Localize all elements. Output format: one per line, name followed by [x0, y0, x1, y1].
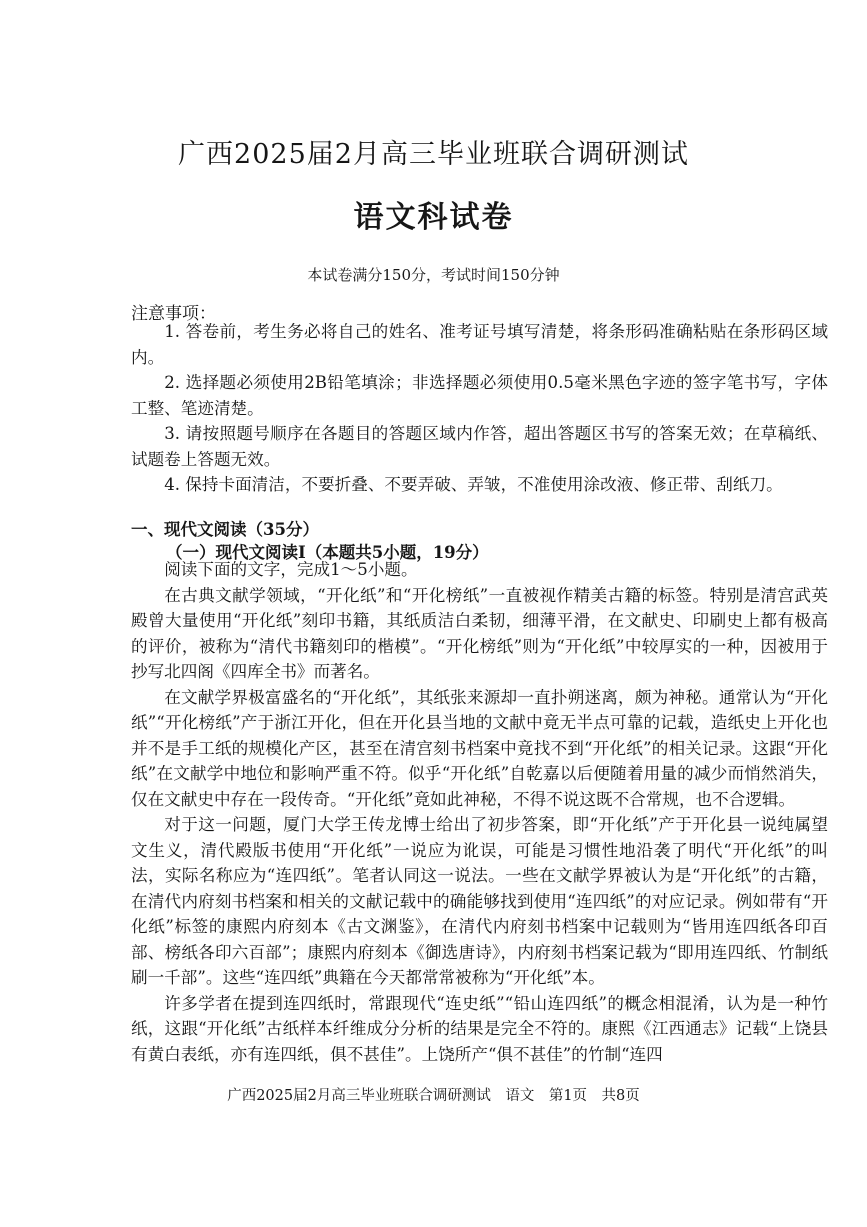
section-subtitle: （一）现代文阅读Ⅰ（本题共5小题，19分） — [166, 543, 489, 562]
passage-paragraph: 许多学者在提到连四纸时，常跟现代“连史纸”“铅山连四纸”的概念相混淆，认为是一种竹纸，这跟“开化纸”古纸样本纤维成分分析的结果是完全不符的。康熙《江西通志》记载“上饶县有黄白表纸，亦有连四纸，俱不甚佳”。上饶所产“俱不甚佳”的竹制“连四 — [131, 993, 828, 1064]
reading-passage — [131, 557, 828, 1067]
passage-paragraph: 对于这一问题，厦门大学王传龙博士给出了初步答案，即“开化纸”产于开化县一说纯属望文生义，清代殿版书使用“开化纸”一说应为讹误，可能是习惯性地沿袭了明代“开化纸”的叫法，实际名称应为“连四纸”。笔者认同这一说法。一些在文献学界被认为是“开化纸”的古籍，在清代内府刻书档案和相关的文献记载中的确能够找到使用“连四纸”的对应记录。例如带有“开化纸”标签的康熙内府刻本《古文渊鉴》，在清代内府刻书档案中记载则为“皆用连四纸各印百部、榜纸各印六百部”；康熙内府刻本《御选唐诗》，内府刻书档案记载为“即用连四纸、竹制纸刷一千部”。这些“连四纸”典籍在今天都常常被称为“开化纸”本。 — [131, 815, 828, 987]
passage-paragraph: 在文献学界极富盛名的“开化纸”，其纸张来源却一直扑朔迷离，颇为神秘。通常认为“开化纸”“开化榜纸”产于浙江开化，但在开化县当地的文献中竟无半点可靠的记载，造纸史上开化也并不是手工纸的规模化产区，甚至在清宫刻书档案中竟找不到“开化纸”的相关记录。这跟“开化纸”在文献学中地位和影响严重不符。似乎“开化纸”自乾嘉以后便随着用量的减少而悄然消失，仅在文献史中存在一段传奇。“开化纸”竟如此神秘，不得不说这既不合常规，也不合逻辑。 — [131, 687, 828, 809]
subject-title: 语文科试卷 — [353, 200, 514, 235]
notice-item: 3. 请按照题号顺序在各题目的答题区域内作答，超出答题区书写的答案无效；在草稿纸、试题卷上答题无效。 — [131, 424, 828, 469]
notice-item: 1. 答卷前，考生务必将自己的姓名、准考证号填写清楚，将条形码准确粘贴在条形码区域内。 — [131, 322, 828, 367]
notice-item: 4. 保持卡面清洁，不要折叠、不要弄破、弄皱，不准使用涂改液、修正带、刮纸刀。 — [164, 475, 783, 494]
page-footer: 广西2025届2月高三毕业班联合调研测试 语文 第1页 共8页 — [227, 1088, 640, 1104]
passage-paragraph: 在古典文献学领域，“开化纸”和“开化榜纸”一直被视作精美古籍的标签。特别是清宫武英殿曾大量使用“开化纸”刻印书籍，其纸质洁白柔韧，细薄平滑，在文献史、印刷史上都有极高的评价，被称为“清代书籍刻印的楷模”。“开化榜纸”则为“开化纸”中较厚实的一种，因被用于抄写北四阁《四库全书》而著名。 — [131, 585, 828, 681]
exam-title: 广西2025届2月高三毕业班联合调研测试 — [178, 139, 689, 170]
passage-instruction: 阅读下面的文字，完成1～5小题。 — [164, 560, 418, 579]
exam-info: 本试卷满分150分，考试时间150分钟 — [307, 266, 560, 284]
section-title: 一、现代文阅读（35分） — [131, 520, 319, 539]
notice-heading: 注意事项： — [131, 304, 216, 324]
notice-list — [131, 319, 828, 498]
notice-item: 2. 选择题必须使用2B铅笔填涂；非选择题必须使用0.5毫米黑色字迹的签字笔书写，字体工整、笔迹清楚。 — [131, 373, 828, 418]
